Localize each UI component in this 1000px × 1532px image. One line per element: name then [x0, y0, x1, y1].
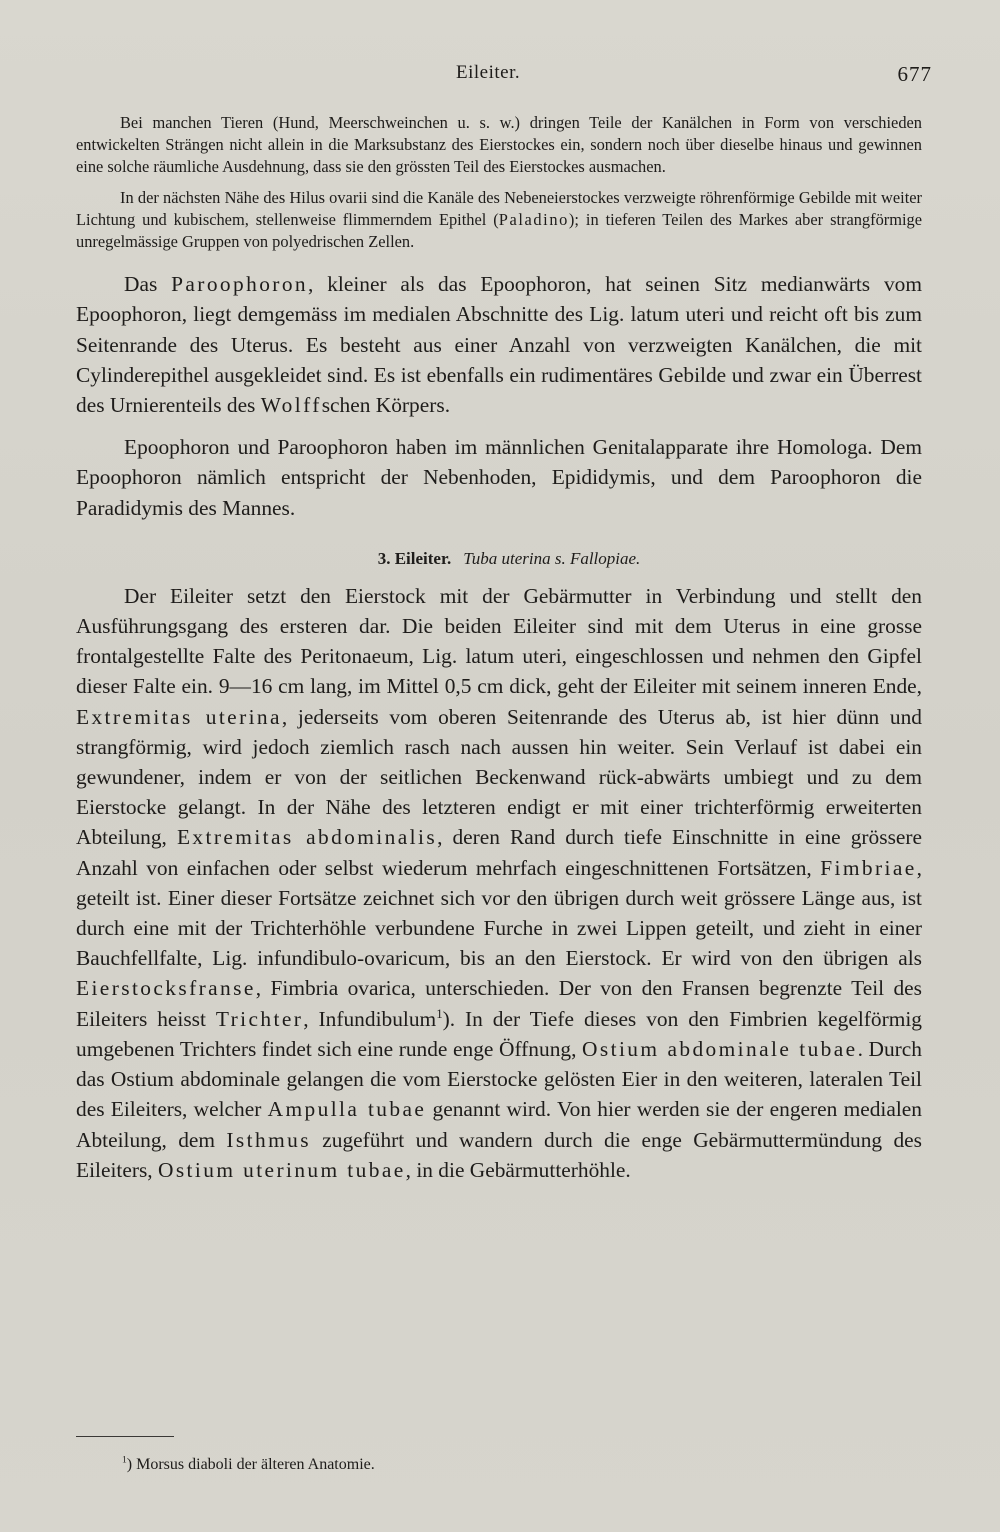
text-run: , in die Gebärmutterhöhle.	[405, 1157, 631, 1182]
term-ampulla-tubae: Ampulla tubae	[267, 1097, 427, 1122]
term-fimbriae: Fimbriae	[820, 855, 917, 880]
term-ostium-uterinum: Ostium uterinum tubae	[157, 1157, 406, 1182]
text-run: genannt wird. Von hier werden sie der engeren medialen Abteilung, dem	[76, 1097, 922, 1152]
paragraph-paroophoron	[76, 269, 922, 420]
running-title: Eileiter.	[456, 62, 521, 83]
footnote-reference[interactable]: 1	[436, 1006, 443, 1021]
page-body	[76, 112, 922, 1185]
page-number: 677	[897, 62, 932, 86]
text-run: Der Eileiter setzt den Eierstock mit der Gebärmutter in Verbindung und stellt den Ausführungsgang des ersteren dar. Die beiden Eileiter sind mit dem Uterus in eine grosse frontalgestellte Falte des Peritonaeum, Lig. latum uteri, eingeschlossen und nehmen den Gipfel dieser Falte ein. 9—16 cm lang, im Mittel 0,5 cm dick, geht der Eileiter mit seinem inneren Ende,	[76, 583, 922, 699]
term-ostium-abdominale: Ostium abdominale tubae	[582, 1036, 858, 1061]
term-eierstocksfranse: Eierstocksfranse	[76, 976, 256, 1001]
section-title: 3. Eileiter.	[377, 548, 452, 568]
term-isthmus: Isthmus	[226, 1127, 311, 1152]
footnote-text: ) Morsus diaboli der älteren Anatomie.	[126, 1456, 375, 1473]
paragraph-eileiter	[76, 581, 922, 1185]
text-run: , jederseits vom oberen Seitenrande des Uterus ab, ist hier dünn und strangförmig, wird jedoch ziemlich rasch nach aussen hin weiter. Sein Verlauf ist dabei ein gewundener, indem er von der seitlichen Beckenwand rück-abwärts umbiegt und zu dem Eierstocke gelangt. In der Nähe des letzteren endigt er mit einer trichterförmig erweiterten Abteilung,	[76, 704, 922, 850]
section-heading	[76, 547, 922, 571]
term-extremitas-abdominalis: Extremitas abdominalis	[176, 825, 438, 850]
term-paroophoron: Paroophoron	[171, 272, 309, 297]
text-run: , kleiner als das Epoophoron, hat seinen Sitz medianwärts vom Epoophoron, liegt demgemäss im medialen Abschnitte des Lig. latum uteri und reicht oft bis zum Seitenrande des Uterus. Es besteht aus einer Anzahl von verzweigten Kanälchen, die mit Cylinderepithel ausgekleidet sind. Es ist ebenfalls ein rudimentäres Gebilde und zwar ein Überrest des Urnierenteils des	[76, 272, 922, 418]
footnote	[122, 1454, 375, 1476]
section-latin-name: Tuba uterina s. Fallopiae.	[463, 548, 641, 568]
text-run: , deren Rand durch tiefe Einschnitte in eine grössere Anzahl von einfachen oder selbst wiederum mehrfach eingeschnittenen Fortsätzen,	[76, 825, 923, 880]
text-run: Das	[124, 272, 172, 297]
paragraph-animals: Bei manchen Tieren (Hund, Meerschweinchen u. s. w.) dringen Teile der Kanälchen in Form von verschieden entwickelten Strängen nicht allein in die Marksubstanz des Eierstockes ein, sondern noch über dieselbe hinaus und gewinnen eine solche räumliche Ausdehnung, dass sie den grössten Teil des Eierstockes ausmachen.	[76, 113, 922, 177]
text-run: zugeführt und wandern durch die enge Gebärmuttermündung des Eileiters,	[76, 1127, 922, 1182]
text-run: , geteilt ist. Einer dieser Fortsätze zeichnet sich vor den übrigen durch weit grössere Länge aus, ist durch eine mit der Trichterhöhle verbundene Furche in zwei Lippen geteilt, und zieht in einer Bauchfellfalte, Lig. infundibulo-ovaricum, bis an den Eierstock. Er wird von den übrigen als	[76, 855, 922, 971]
footnote-rule	[76, 1436, 174, 1437]
text-run: . Durch das Ostium abdominale gelangen die vom Eierstocke gelösten Eier in den weiteren, lateralen Teil des Eileiters, welcher	[76, 1036, 922, 1122]
text-run: schen Körpers.	[321, 393, 451, 418]
text-run: , Fimbria ovarica, unterschieden. Der von den Fransen begrenzte Teil des Eileiters heisst	[76, 976, 922, 1031]
text-run: , Infundibulum	[303, 1006, 437, 1031]
text-run: ). In der Tiefe dieses von den Fimbrien kegelförmig umgebenen Trichters findet sich eine runde enge Öffnung,	[76, 1006, 922, 1061]
term-trichter: Trichter	[215, 1006, 304, 1031]
author-name-wolff: Wolff	[260, 393, 322, 418]
term-extremitas-uterina: Extremitas uterina	[76, 704, 282, 729]
text-run: ); in tieferen Teilen des Markes aber strangförmige unregelmässige Gruppen von polyedrischen Zellen.	[76, 209, 923, 252]
text-run: In der nächsten Nähe des Hilus ovarii sind die Kanäle des Nebeneierstockes verzweigte röhrenförmige Gebilde mit weiter Lichtung und kubischem, stellenweise flimmerndem Epithel (	[76, 187, 922, 229]
running-head	[76, 62, 932, 90]
paragraph-hilus	[76, 187, 922, 254]
footnote-marker: 1	[122, 1454, 127, 1466]
author-name-paladino: Paladino	[498, 209, 569, 229]
paragraph-homologa: Epoophoron und Paroophoron haben im männlichen Genitalapparate ihre Homologa. Dem Epoophoron nämlich entspricht der Nebenhoden, Epididymis, und dem Paroophoron die Paradidymis des Mannes.	[76, 435, 922, 520]
